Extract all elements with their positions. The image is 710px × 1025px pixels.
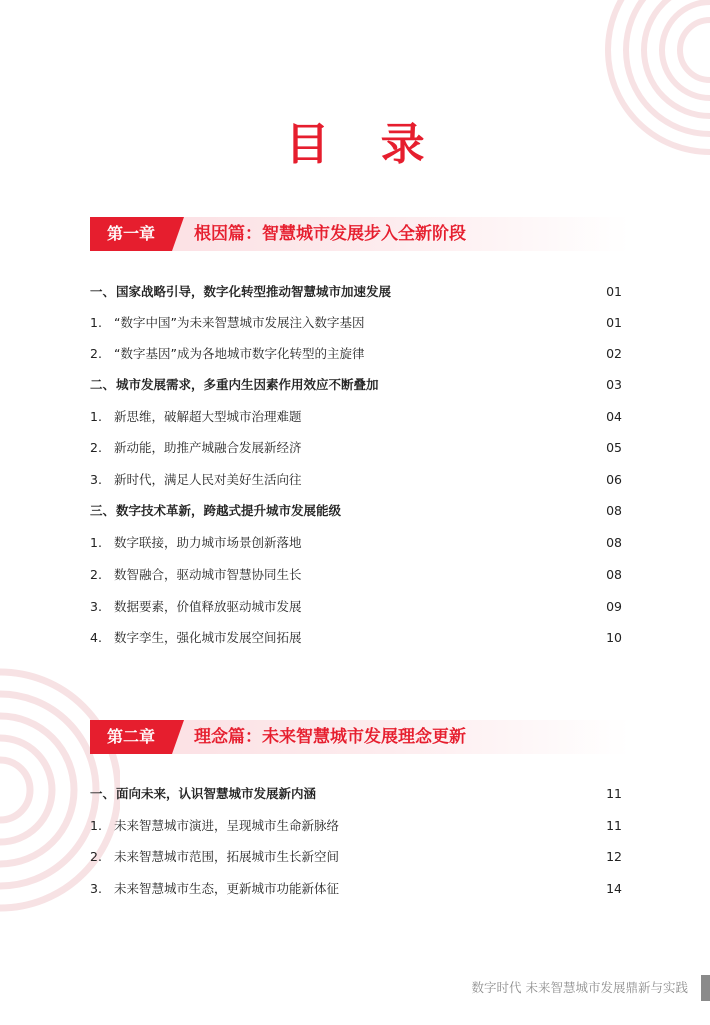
entry-title: 新动能，助推产城融合发展新经济	[114, 440, 302, 455]
entry-number: 1.	[90, 315, 102, 330]
page-footer: 数字时代 未来智慧城市发展鼎新与实践	[471, 980, 688, 995]
entry-title: 国家战略引导，数字化转型推动智慧城市加速发展	[116, 284, 392, 299]
entry-title: 数字技术革新，跨越式提升城市发展能级	[116, 503, 342, 518]
entry-page-number: 04	[606, 409, 622, 424]
toc-item-entry[interactable]	[90, 596, 622, 618]
toc-item-entry[interactable]	[90, 343, 622, 365]
entry-title: 数字孪生，强化城市发展空间拓展	[114, 630, 302, 645]
toc-item-entry[interactable]	[90, 846, 622, 868]
chapter-title: 理念篇：未来智慧城市发展理念更新	[194, 727, 466, 747]
entry-page-number: 14	[606, 881, 622, 896]
chapter-2-banner	[90, 720, 630, 754]
entry-title: “数字基因”成为各地城市数字化转型的主旋律	[114, 346, 365, 361]
entry-page-number: 01	[606, 315, 622, 330]
entry-number: 2.	[90, 849, 102, 864]
chapter-1-banner	[90, 217, 630, 251]
entry-page-number: 11	[606, 818, 622, 833]
entry-title: 未来智慧城市生态，更新城市功能新体征	[114, 881, 340, 896]
entry-number: 二、	[90, 377, 116, 392]
entry-title: 数字联接，助力城市场景创新落地	[114, 535, 302, 550]
entry-number: 2.	[90, 440, 102, 455]
toc-item-entry[interactable]	[90, 564, 622, 586]
toc-item-entry[interactable]	[90, 532, 622, 554]
toc-section-entry[interactable]	[90, 281, 622, 303]
entry-page-number: 03	[606, 377, 622, 392]
chapter-tag-notch	[172, 720, 184, 754]
entry-title: “数字中国”为未来智慧城市发展注入数字基因	[114, 315, 365, 330]
chapter-tag-notch	[172, 217, 184, 251]
toc-section-entry[interactable]	[90, 783, 622, 805]
entry-page-number: 02	[606, 346, 622, 361]
chapter-tag: 第一章	[90, 217, 172, 251]
entry-page-number: 06	[606, 472, 622, 487]
entry-number: 2.	[90, 346, 102, 361]
entry-number: 1.	[90, 535, 102, 550]
entry-page-number: 10	[606, 630, 622, 645]
entry-number: 3.	[90, 472, 102, 487]
toc-item-entry[interactable]	[90, 406, 622, 428]
entry-number: 一、	[90, 786, 116, 801]
chapter-title: 根因篇：智慧城市发展步入全新阶段	[194, 224, 466, 244]
entry-page-number: 09	[606, 599, 622, 614]
toc-item-entry[interactable]	[90, 469, 622, 491]
toc-item-entry[interactable]	[90, 312, 622, 334]
entry-title: 未来智慧城市演进，呈现城市生命新脉络	[114, 818, 340, 833]
toc-item-entry[interactable]	[90, 815, 622, 837]
entry-page-number: 08	[606, 567, 622, 582]
entry-title: 新思维，破解超大型城市治理难题	[114, 409, 302, 424]
entry-number: 3.	[90, 881, 102, 896]
toc-item-entry[interactable]	[90, 437, 622, 459]
entry-number: 4.	[90, 630, 102, 645]
entry-page-number: 08	[606, 535, 622, 550]
entry-number: 1.	[90, 409, 102, 424]
entry-title: 数据要素，价值释放驱动城市发展	[114, 599, 302, 614]
toc-section-entry[interactable]	[90, 500, 622, 522]
toc-item-entry[interactable]	[90, 627, 622, 649]
page-title: 目 录	[285, 119, 443, 170]
entry-page-number: 11	[606, 786, 622, 801]
entry-number: 3.	[90, 599, 102, 614]
entry-title: 面向未来，认识智慧城市发展新内涵	[116, 786, 317, 801]
entry-page-number: 12	[606, 849, 622, 864]
toc-section-entry[interactable]	[90, 374, 622, 396]
entry-number: 2.	[90, 567, 102, 582]
entry-number: 1.	[90, 818, 102, 833]
entry-title: 新时代，满足人民对美好生活向往	[114, 472, 302, 487]
entry-number: 三、	[90, 503, 116, 518]
entry-page-number: 08	[606, 503, 622, 518]
entry-page-number: 05	[606, 440, 622, 455]
chapter-tag: 第二章	[90, 720, 172, 754]
entry-page-number: 01	[606, 284, 622, 299]
entry-title: 数智融合，驱动城市智慧协同生长	[114, 567, 302, 582]
toc-item-entry[interactable]	[90, 878, 622, 900]
footer-marker-bar	[701, 975, 710, 1001]
entry-title: 未来智慧城市范围，拓展城市生长新空间	[114, 849, 340, 864]
entry-number: 一、	[90, 284, 116, 299]
entry-title: 城市发展需求，多重内生因素作用效应不断叠加	[116, 377, 379, 392]
